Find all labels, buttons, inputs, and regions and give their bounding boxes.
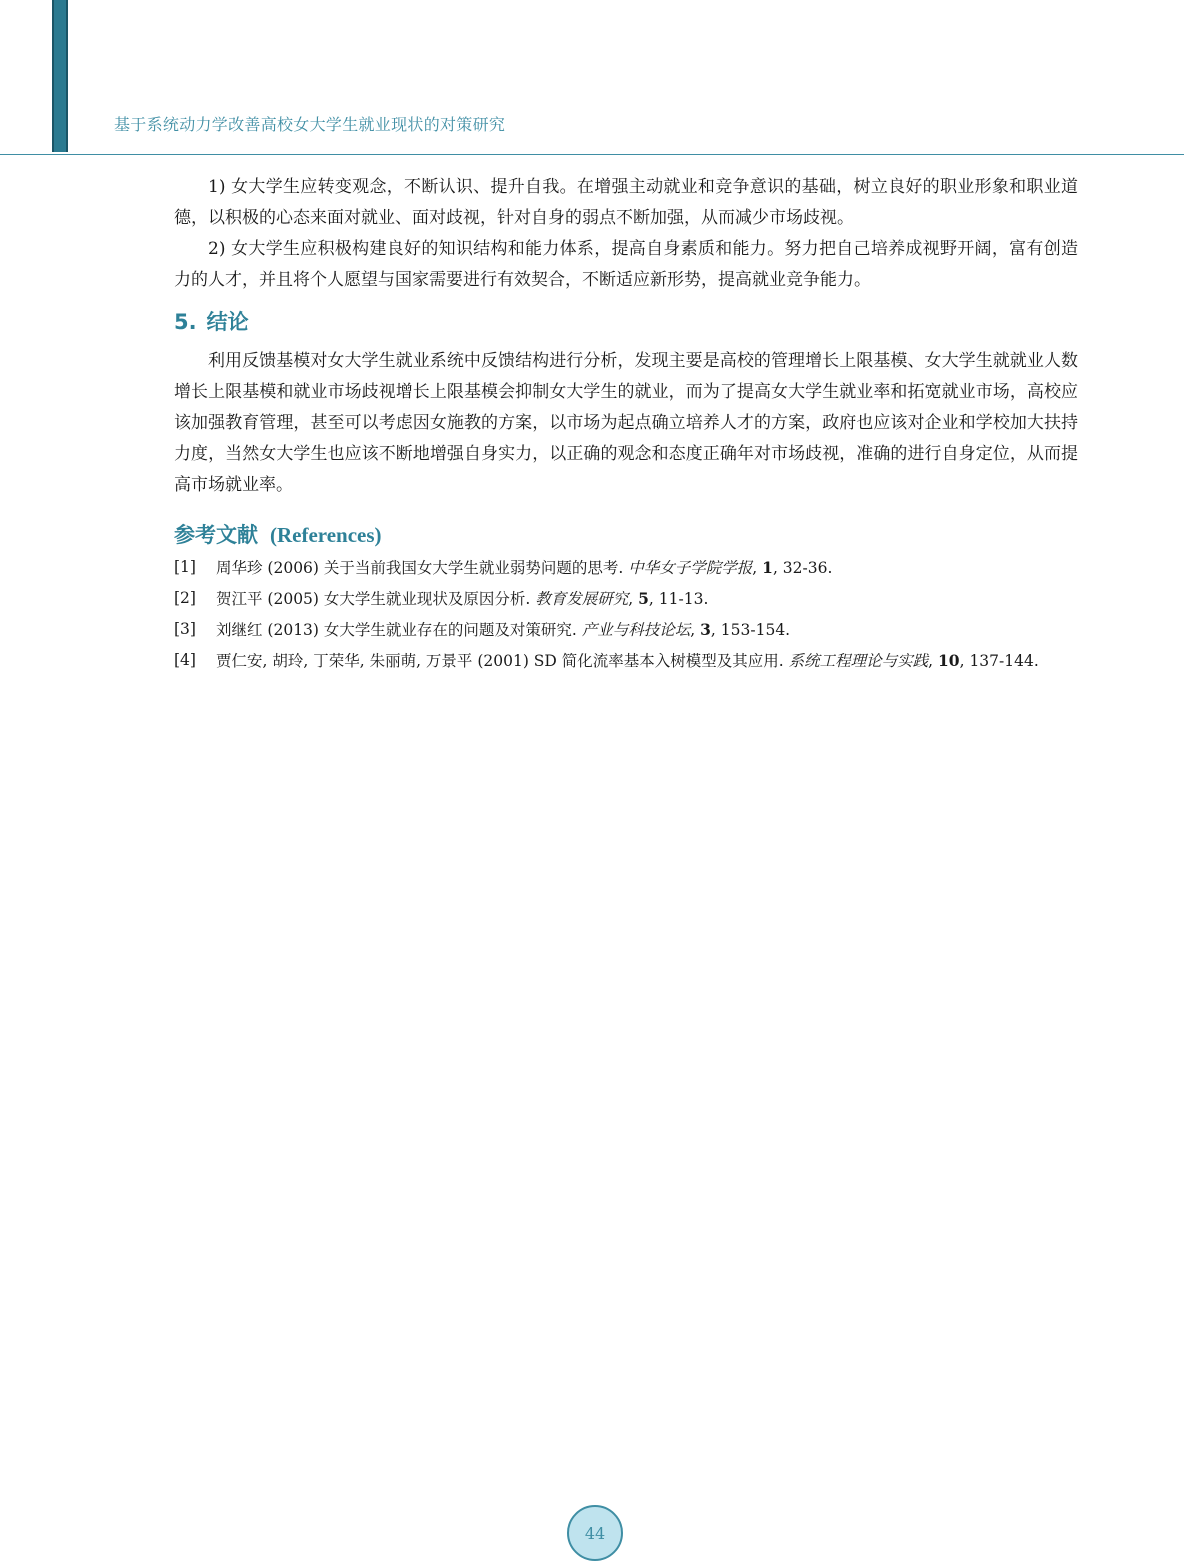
reference-volume: 10 xyxy=(938,651,960,670)
reference-item xyxy=(174,650,1078,672)
reference-text: 刘继红 (2013) 女大学生就业存在的问题及对策研究. 产业与科技论坛, 3, 153-154. xyxy=(216,620,791,639)
reference-number: [2] xyxy=(174,589,196,607)
section-title: 结论 xyxy=(206,310,249,334)
reference-item xyxy=(174,619,1078,641)
references-heading-en: (References) xyxy=(270,523,382,547)
header-accent-bar xyxy=(52,0,68,152)
reference-journal: 系统工程理论与实践 xyxy=(788,652,929,670)
reference-volume: 1 xyxy=(762,558,773,577)
reference-item xyxy=(174,588,1078,610)
reference-list xyxy=(174,557,1078,672)
reference-journal: 中华女子学院学报 xyxy=(628,559,753,577)
reference-number: [3] xyxy=(174,620,196,638)
reference-journal: 产业与科技论坛 xyxy=(581,621,691,639)
reference-volume: 5 xyxy=(638,589,649,608)
section-heading-conclusion xyxy=(174,306,1078,336)
running-header-title: 基于系统动力学改善高校女大学生就业现状的对策研究 xyxy=(114,115,506,134)
reference-item xyxy=(174,557,1078,579)
references-heading-cn: 参考文献 xyxy=(174,523,258,547)
reference-text: 周华珍 (2006) 关于当前我国女大学生就业弱势问题的思考. 中华女子学院学报, 1, 32-36. xyxy=(216,558,833,577)
references-heading xyxy=(174,519,1078,549)
paragraph-conclusion: 利用反馈基模对女大学生就业系统中反馈结构进行分析，发现主要是高校的管理增长上限基模、女大学生就就业人数增长上限基模和就业市场歧视增长上限基模会抑制女大学生的就业，而为了提高女大学生就业率和拓宽就业市场，高校应该加强教育管理，甚至可以考虑因女施教的方案，以市场为起点确立培养人才的方案，政府也应该对企业和学校加大扶持力度，当然女大学生也应该不断地增强自身实力，以正确的观念和态度正确年对市场歧视，准确的进行自身定位，从而提高市场就业率。 xyxy=(174,351,1078,495)
reference-journal: 教育发展研究 xyxy=(535,590,629,608)
paragraph-recommendation-2: 2) 女大学生应积极构建良好的知识结构和能力体系，提高自身素质和能力。努力把自己培养成视野开阔，富有创造力的人才，并且将个人愿望与国家需要进行有效契合，不断适应新形势，提高就业竞争能力。 xyxy=(174,239,1078,290)
reference-number: [1] xyxy=(174,558,196,576)
reference-number: [4] xyxy=(174,651,196,669)
header-divider xyxy=(0,154,1184,155)
article-body xyxy=(174,172,1078,681)
paragraph-recommendation-1: 1) 女大学生应转变观念，不断认识、提升自我。在增强主动就业和竞争意识的基础，树立良好的职业形象和职业道德，以积极的心态来面对就业、面对歧视，针对自身的弱点不断加强，从而减少市场歧视。 xyxy=(174,177,1078,228)
page-number-badge xyxy=(567,1505,623,1561)
reference-text: 贺江平 (2005) 女大学生就业现状及原因分析. 教育发展研究, 5, 11-13. xyxy=(216,589,709,608)
reference-text: 贾仁安, 胡玲, 丁荣华, 朱丽萌, 万景平 (2001) SD 简化流率基本入树模型及其应用. 系统工程理论与实践, 10, 137-144. xyxy=(216,651,1039,670)
page-number: 44 xyxy=(584,1523,606,1543)
section-number: 5. xyxy=(174,310,197,334)
reference-volume: 3 xyxy=(700,620,711,639)
